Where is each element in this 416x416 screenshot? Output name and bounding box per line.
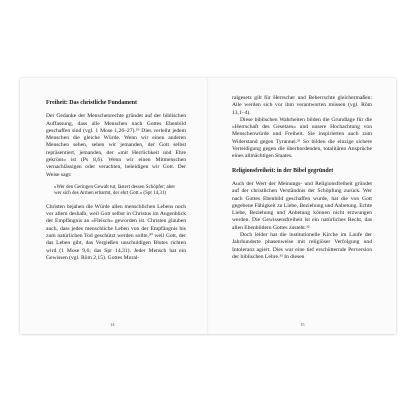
right-paragraph-3: Auch der Wert der Meinungs- und Religionsfreiheit gründet auf der christlichen Verständnis der Schöpfung zurück. Wer nach Gottes Ebenbild geschaffen wurde, hat die von Gott gegebene Fähigkeit zu Liebe, Beziehung und Anbetung. Echte Liebe, Beziehung und Anbetung können nicht erzwungen werden. Die Gewissensfreiheit ist ein natürliches Recht, das allen Ebenbildern Gottes zusteht.³² <box>232 180 372 231</box>
left-paragraph-1: Der Gedanke der Menschenrechte gründet auf der biblischen Auffassung, dass alle Menschen nach Gottes Ebenbild geschaffen sind (vgl. 1 Mose 1,26–27).²⁹ Dies verleiht jedem Menschen die gleiche Würde. Wenn wir einen anderen Menschen sehen, sehen wir jemanden, der Gott selbst repräsentiert, jemanden, der »mit Herrlichkeit und Ehre gekrönt« ist (Ps 8,6). Wenn wir einen Mitmenschen vernachlässigen oder verachten, beleidigen wir Gott. Der Weise sagt: <box>46 113 186 178</box>
left-section-heading: Freiheit: Das christliche Fundament <box>46 100 138 106</box>
right-page <box>208 78 396 334</box>
book-spread <box>20 78 396 334</box>
bible-quote: »Wer den Geringen Gewalt tut, lästert dessen Schöpfer; aber wer sich des Armen erbarmt, der ehrt Gott.« (Spr 14,31) <box>54 184 176 197</box>
right-page-number: 15 <box>300 322 305 327</box>
left-page-number: 14 <box>110 322 115 327</box>
right-paragraph-2: Diese biblischen Wahrheiten bilden die Grundlage für die »Herrschaft des Gesetzes« und unsere Hochachtung von Menschenwürde und Freiheit. Sie inspirierten auch zum Widerstand gegen Tyrannei.³¹ So bilden die einzige sichere Verteidigung gegen die überbordenden, totalitären Ansprüche eines allmächtigen Staates. <box>232 116 372 160</box>
left-page-text-column <box>46 100 186 262</box>
right-paragraph-1: ralgesetz gilt für Herrscher und Beherrschte gleichermaßen: Alle werden sich vor ihm verantworten müssen (vgl. Röm 13,1–4). <box>232 95 372 116</box>
left-page <box>20 78 208 334</box>
right-page-text-column <box>232 95 372 261</box>
right-paragraph-4: Doch leider hat die institutionelle Kirche im Laufe der Jahrhunderte phasenweise mit religiöser Verfolgung und Intoleranz agiert. Dies war eine tief erschütternde Perversion der biblischen Lehre.³³ In diesen <box>232 232 372 260</box>
left-paragraph-2: Christen bejahen die Würde allen menschlichen Lebens noch vor allem deshalb, weil Gott selbst in Christus im Augenblick der Empfängnis an »Fleisch« geworden ist. Christen glauben auch, dass jedes menschliche Leben von der Empfängnis bis zum natürlichen Tod geschützt werden sollte,³⁰ weil Gott, der das Leben gibt, das Vergießen unschuldigen Blutes richten wird (1 Mose 9,6; das Spr 14,31). Jeder Mensch hat ein Gewissen (vgl. Röm 2,15). Gottes Moral- <box>46 203 186 261</box>
right-section-heading: Religionsfreiheit: in der Bibel gegründet <box>232 167 334 174</box>
